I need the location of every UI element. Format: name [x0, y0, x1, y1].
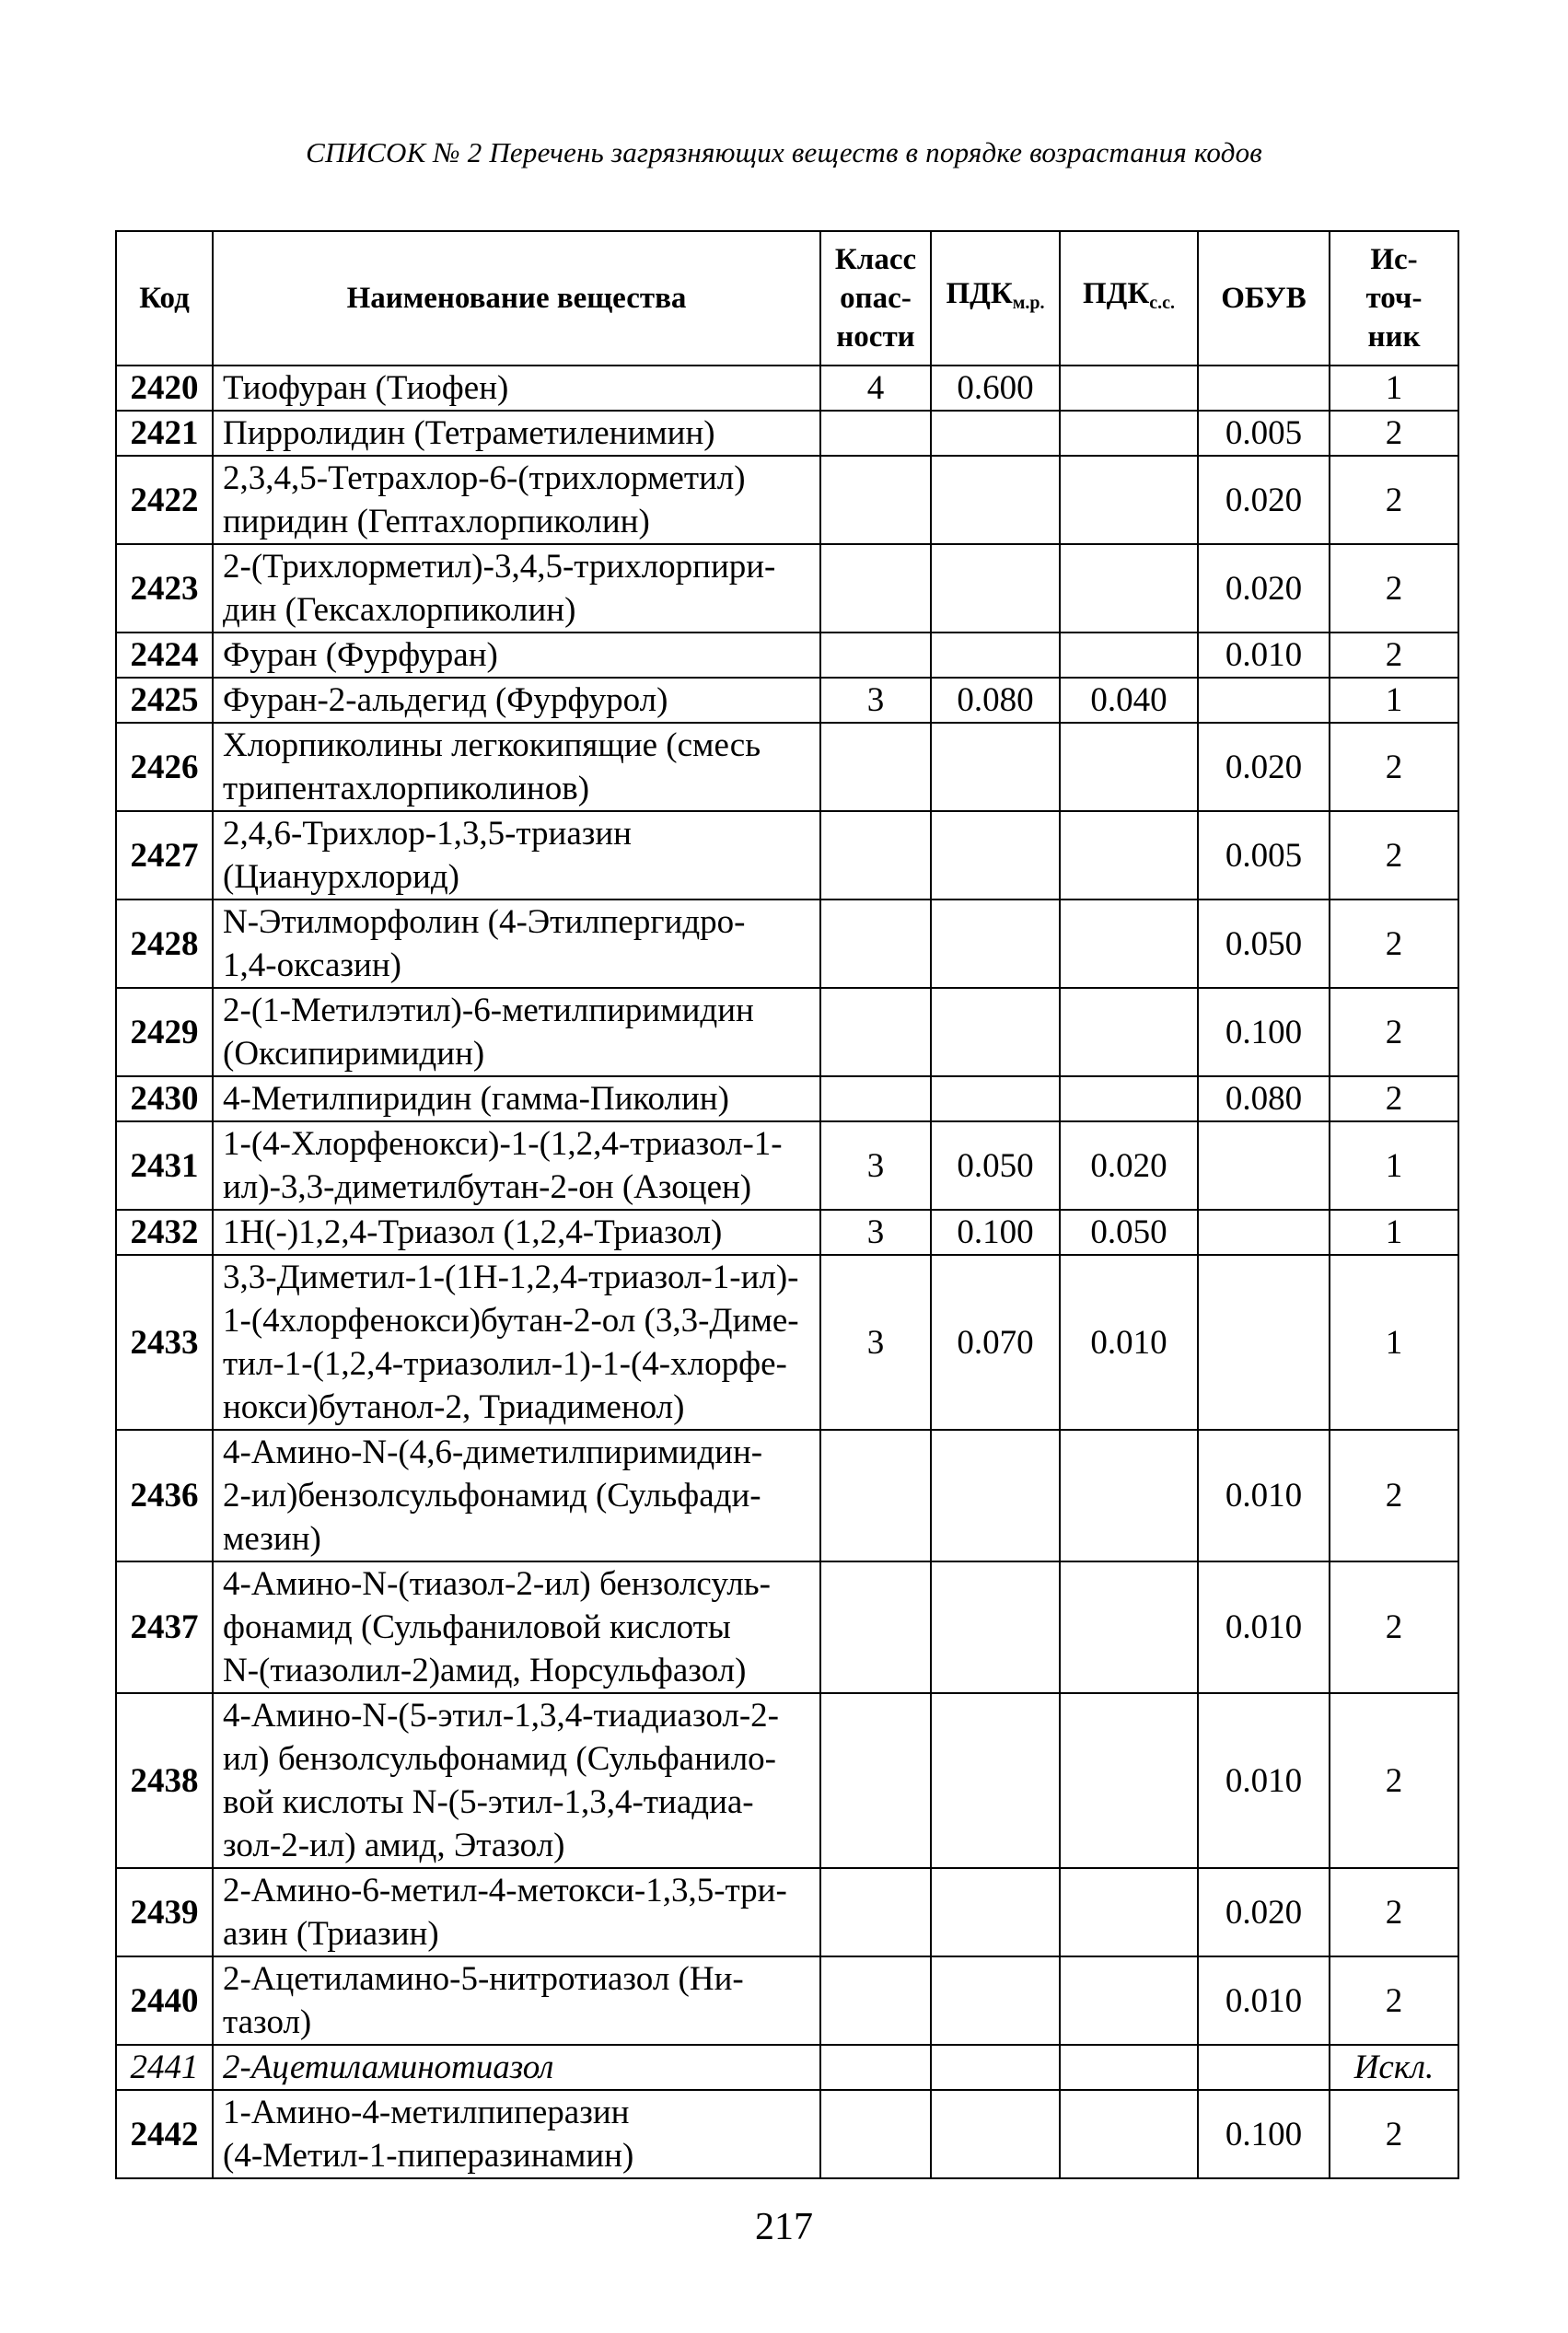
table-row [116, 1255, 1458, 1430]
cell-code: 2431 [116, 1121, 213, 1210]
cell-code: 2438 [116, 1693, 213, 1868]
table-body [116, 366, 1458, 2178]
cell-name-line: тазол) [223, 2003, 312, 2041]
cell-name [213, 1561, 820, 1693]
cell-pdk-mr [931, 1693, 1060, 1868]
cell-source: 2 [1330, 411, 1458, 456]
cell-name [213, 544, 820, 633]
cell-name-line: ил) бензолсульфонамид (Сульфанило- [223, 1740, 776, 1778]
cell-source: 2 [1330, 456, 1458, 544]
table-row [116, 411, 1458, 456]
cell-name [213, 1255, 820, 1430]
cell-name [213, 2090, 820, 2178]
cell-name-line: 2,4,6-Трихлор-1,3,5-триазин [223, 815, 632, 853]
cell-name-line: 1-(4хлорфенокси)бутан-2-ол (3,3-Диме- [223, 1302, 799, 1340]
cell-obuv: 0.005 [1198, 811, 1330, 900]
cell-name-line: 4-Амино-N-(тиазол-2-ил) бензолсуль- [223, 1565, 771, 1603]
cell-name [213, 1430, 820, 1561]
substances-table [115, 230, 1459, 2179]
cell-name-line: N-Этилморфолин (4-Этилпергидро- [223, 903, 746, 941]
col-header-hazard-class [820, 231, 931, 366]
cell-name [213, 366, 820, 411]
cell-name [213, 456, 820, 544]
cell-pdk-ss [1060, 723, 1198, 811]
cell-code: 2432 [116, 1210, 213, 1255]
cell-source: 2 [1330, 1561, 1458, 1693]
col-header-code: Код [116, 231, 213, 366]
cell-hazard-class: 3 [820, 1210, 931, 1255]
cell-source: 2 [1330, 1956, 1458, 2045]
cell-pdk-ss [1060, 811, 1198, 900]
cell-pdk-ss: 0.010 [1060, 1255, 1198, 1430]
cell-source: Искл. [1330, 2045, 1458, 2090]
cell-hazard-class [820, 1956, 931, 2045]
col-header-pdk-mr-main: ПДК [946, 277, 1013, 310]
cell-obuv [1198, 366, 1330, 411]
cell-name-line: пиридин (Гептахлорпиколин) [223, 503, 650, 540]
cell-source: 2 [1330, 811, 1458, 900]
cell-pdk-mr [931, 2090, 1060, 2178]
cell-obuv [1198, 1255, 1330, 1430]
cell-name [213, 988, 820, 1076]
cell-pdk-mr [931, 411, 1060, 456]
cell-hazard-class [820, 633, 931, 678]
cell-code: 2422 [116, 456, 213, 544]
cell-pdk-mr [931, 900, 1060, 988]
cell-pdk-mr [931, 1868, 1060, 1956]
table-row [116, 366, 1458, 411]
cell-name [213, 633, 820, 678]
cell-source: 2 [1330, 1430, 1458, 1561]
table-row [116, 1956, 1458, 2045]
cell-obuv [1198, 1121, 1330, 1210]
cell-pdk-ss [1060, 1076, 1198, 1121]
cell-code: 2428 [116, 900, 213, 988]
table-row [116, 988, 1458, 1076]
cell-name [213, 2045, 820, 2090]
cell-name [213, 678, 820, 723]
cell-name [213, 411, 820, 456]
cell-source: 2 [1330, 900, 1458, 988]
cell-obuv: 0.100 [1198, 988, 1330, 1076]
col-header-pdk-ss-sub: с.с. [1149, 293, 1176, 313]
table-header-row [116, 231, 1458, 366]
cell-name-line: N-(тиазолил-2)амид, Норсульфазол) [223, 1652, 747, 1689]
col-header-pdk-mr [931, 231, 1060, 366]
cell-obuv: 0.010 [1198, 1956, 1330, 2045]
cell-name-line: ил)-3,3-диметилбутан-2-он (Азоцен) [223, 1168, 752, 1206]
cell-code: 2429 [116, 988, 213, 1076]
cell-hazard-class: 3 [820, 1255, 931, 1430]
cell-pdk-mr [931, 723, 1060, 811]
cell-source: 2 [1330, 1868, 1458, 1956]
cell-pdk-ss [1060, 1561, 1198, 1693]
cell-pdk-mr [931, 1956, 1060, 2045]
cell-pdk-mr: 0.100 [931, 1210, 1060, 1255]
cell-source: 1 [1330, 678, 1458, 723]
cell-name [213, 1868, 820, 1956]
cell-obuv [1198, 2045, 1330, 2090]
cell-pdk-mr [931, 1076, 1060, 1121]
cell-hazard-class [820, 411, 931, 456]
cell-name [213, 811, 820, 900]
table-row [116, 678, 1458, 723]
table-row [116, 1076, 1458, 1121]
cell-hazard-class [820, 988, 931, 1076]
cell-obuv: 0.010 [1198, 633, 1330, 678]
cell-obuv: 0.005 [1198, 411, 1330, 456]
cell-name-line: 2-(Трихлорметил)-3,4,5-трихлорпири- [223, 548, 776, 586]
cell-name [213, 723, 820, 811]
cell-name-line: дин (Гексахлорпиколин) [223, 591, 576, 629]
cell-hazard-class [820, 1430, 931, 1561]
cell-name-line: тил-1-(1,2,4-триазолил-1)-1-(4-хлорфе- [223, 1345, 787, 1383]
cell-obuv [1198, 1210, 1330, 1255]
cell-pdk-mr [931, 1430, 1060, 1561]
cell-code: 2441 [116, 2045, 213, 2090]
cell-name-line: 2-Амино-6-метил-4-метокси-1,3,5-три- [223, 1872, 787, 1909]
cell-hazard-class: 4 [820, 366, 931, 411]
col-header-hazard-class-line: опас- [840, 282, 912, 315]
cell-name-line: азин (Триазин) [223, 1915, 439, 1953]
col-header-name: Наименование вещества [213, 231, 820, 366]
cell-code: 2423 [116, 544, 213, 633]
cell-hazard-class [820, 544, 931, 633]
cell-name-line: зол-2-ил) амид, Этазол) [223, 1827, 565, 1864]
col-header-hazard-class-line: ности [836, 320, 915, 354]
cell-code: 2430 [116, 1076, 213, 1121]
cell-pdk-ss: 0.050 [1060, 1210, 1198, 1255]
cell-name [213, 1693, 820, 1868]
table-row [116, 544, 1458, 633]
cell-source: 2 [1330, 1693, 1458, 1868]
cell-pdk-ss [1060, 411, 1198, 456]
cell-code: 2436 [116, 1430, 213, 1561]
cell-pdk-ss [1060, 366, 1198, 411]
cell-obuv: 0.050 [1198, 900, 1330, 988]
cell-pdk-mr [931, 456, 1060, 544]
cell-obuv: 0.020 [1198, 544, 1330, 633]
cell-pdk-mr [931, 811, 1060, 900]
cell-hazard-class [820, 1076, 931, 1121]
cell-pdk-ss [1060, 544, 1198, 633]
col-header-pdk-ss-main: ПДК [1082, 277, 1150, 310]
col-header-pdk-ss [1060, 231, 1198, 366]
cell-source: 2 [1330, 1076, 1458, 1121]
cell-name-line: фонамид (Сульфаниловой кислоты [223, 1608, 731, 1646]
table-row [116, 1693, 1458, 1868]
cell-name-line: Фуран-2-альдегид (Фурфурол) [223, 681, 668, 719]
cell-pdk-mr [931, 2045, 1060, 2090]
col-header-hazard-class-line: Класс [834, 243, 917, 276]
table-row [116, 2045, 1458, 2090]
cell-name [213, 1210, 820, 1255]
col-header-source-line: ник [1367, 320, 1421, 354]
cell-source: 2 [1330, 2090, 1458, 2178]
cell-pdk-ss [1060, 988, 1198, 1076]
cell-pdk-ss: 0.040 [1060, 678, 1198, 723]
cell-name-line: 4-Амино-N-(5-этил-1,3,4-тиадиазол-2- [223, 1697, 779, 1735]
cell-code: 2440 [116, 1956, 213, 2045]
cell-pdk-mr: 0.080 [931, 678, 1060, 723]
cell-name-line: Пирролидин (Тетраметиленимин) [223, 414, 715, 452]
table-row [116, 723, 1458, 811]
cell-name-line: 2-Ацетиламинотиазол [223, 2049, 554, 2086]
cell-name-line: Хлорпиколины легкокипящие (смесь [223, 726, 761, 764]
cell-hazard-class [820, 1561, 931, 1693]
cell-hazard-class [820, 456, 931, 544]
col-header-source-line: Ис- [1370, 243, 1418, 276]
cell-name-line: мезин) [223, 1520, 321, 1558]
cell-name-line: 2,3,4,5-Тетрахлор-6-(трихлорметил) [223, 459, 746, 497]
table-row [116, 1210, 1458, 1255]
col-header-pdk-mr-sub: м.р. [1012, 293, 1045, 313]
cell-obuv: 0.020 [1198, 1868, 1330, 1956]
page-header: СПИСОК № 2 Перечень загрязняющих веществ в порядке возрастания кодов [306, 136, 1262, 168]
table-row [116, 811, 1458, 900]
cell-name-line: 1Н(-)1,2,4-Триазол (1,2,4-Триазол) [223, 1213, 723, 1251]
cell-code: 2421 [116, 411, 213, 456]
cell-hazard-class [820, 900, 931, 988]
cell-code: 2433 [116, 1255, 213, 1430]
cell-name-line: 1-Амино-4-метилпиперазин [223, 2094, 630, 2131]
cell-pdk-mr [931, 1561, 1060, 1693]
cell-name-line: 4-Амино-N-(4,6-диметилпиримидин- [223, 1433, 763, 1471]
cell-name-line: 2-Ацетиламино-5-нитротиазол (Ни- [223, 1960, 744, 1998]
cell-hazard-class [820, 2090, 931, 2178]
cell-source: 1 [1330, 1210, 1458, 1255]
cell-obuv: 0.010 [1198, 1693, 1330, 1868]
cell-name-line: (Оксипиримидин) [223, 1035, 485, 1073]
cell-code: 2424 [116, 633, 213, 678]
cell-pdk-mr: 0.600 [931, 366, 1060, 411]
cell-name-line: трипентахлорпиколинов) [223, 770, 590, 807]
cell-pdk-ss [1060, 1693, 1198, 1868]
cell-pdk-mr [931, 633, 1060, 678]
cell-name-line: 1-(4-Хлорфенокси)-1-(1,2,4-триазол-1- [223, 1125, 783, 1163]
cell-name [213, 900, 820, 988]
cell-hazard-class [820, 1693, 931, 1868]
cell-pdk-ss [1060, 900, 1198, 988]
cell-pdk-ss [1060, 633, 1198, 678]
cell-hazard-class: 3 [820, 1121, 931, 1210]
table-row [116, 1121, 1458, 1210]
table-row [116, 633, 1458, 678]
cell-name-line: нокси)бутанол-2, Триадименол) [223, 1388, 685, 1426]
cell-pdk-ss: 0.020 [1060, 1121, 1198, 1210]
col-header-source [1330, 231, 1458, 366]
cell-name-line: Фуран (Фурфуран) [223, 636, 498, 674]
cell-name-line: 2-ил)бензолсульфонамид (Сульфади- [223, 1477, 761, 1515]
table-row [116, 1430, 1458, 1561]
cell-source: 2 [1330, 633, 1458, 678]
cell-pdk-mr: 0.070 [931, 1255, 1060, 1430]
cell-hazard-class [820, 1868, 931, 1956]
cell-obuv [1198, 678, 1330, 723]
cell-hazard-class: 3 [820, 678, 931, 723]
cell-hazard-class [820, 2045, 931, 2090]
col-header-source-line: точ- [1365, 282, 1423, 315]
table-row [116, 1561, 1458, 1693]
cell-code: 2437 [116, 1561, 213, 1693]
cell-code: 2425 [116, 678, 213, 723]
cell-code: 2427 [116, 811, 213, 900]
cell-name-line: Тиофуран (Тиофен) [223, 369, 509, 407]
cell-obuv: 0.010 [1198, 1430, 1330, 1561]
page-number: 217 [755, 2206, 813, 2248]
cell-obuv: 0.080 [1198, 1076, 1330, 1121]
cell-source: 2 [1330, 723, 1458, 811]
table-row [116, 456, 1458, 544]
cell-name-line: (4-Метил-1-пиперазинамин) [223, 2137, 634, 2175]
cell-hazard-class [820, 723, 931, 811]
cell-name-line: (Цианурхлорид) [223, 858, 459, 896]
cell-source: 2 [1330, 544, 1458, 633]
cell-code: 2426 [116, 723, 213, 811]
cell-pdk-mr: 0.050 [931, 1121, 1060, 1210]
cell-code: 2439 [116, 1868, 213, 1956]
cell-pdk-ss [1060, 2045, 1198, 2090]
cell-name-line: 4-Метилпиридин (гамма-Пиколин) [223, 1080, 729, 1118]
cell-pdk-ss [1060, 2090, 1198, 2178]
cell-name [213, 1121, 820, 1210]
cell-name [213, 1956, 820, 2045]
cell-pdk-ss [1060, 456, 1198, 544]
table-row [116, 1868, 1458, 1956]
cell-name-line: 3,3-Диметил-1-(1Н-1,2,4-триазол-1-ил)- [223, 1259, 799, 1296]
cell-obuv: 0.100 [1198, 2090, 1330, 2178]
cell-pdk-ss [1060, 1956, 1198, 2045]
cell-pdk-ss [1060, 1430, 1198, 1561]
table-row [116, 900, 1458, 988]
cell-source: 1 [1330, 366, 1458, 411]
cell-obuv: 0.020 [1198, 456, 1330, 544]
cell-pdk-mr [931, 988, 1060, 1076]
cell-obuv: 0.020 [1198, 723, 1330, 811]
cell-pdk-ss [1060, 1868, 1198, 1956]
cell-hazard-class [820, 811, 931, 900]
col-header-obuv: ОБУВ [1198, 231, 1330, 366]
cell-name-line: 1,4-оксазин) [223, 946, 401, 984]
cell-obuv: 0.010 [1198, 1561, 1330, 1693]
cell-source: 2 [1330, 988, 1458, 1076]
cell-name [213, 1076, 820, 1121]
cell-code: 2442 [116, 2090, 213, 2178]
cell-name-line: вой кислоты N-(5-этил-1,3,4-тиадиа- [223, 1783, 754, 1821]
table-row [116, 2090, 1458, 2178]
cell-code: 2420 [116, 366, 213, 411]
cell-name-line: 2-(1-Метилэтил)-6-метилпиримидин [223, 992, 754, 1029]
cell-source: 1 [1330, 1121, 1458, 1210]
cell-source: 1 [1330, 1255, 1458, 1430]
cell-pdk-mr [931, 544, 1060, 633]
